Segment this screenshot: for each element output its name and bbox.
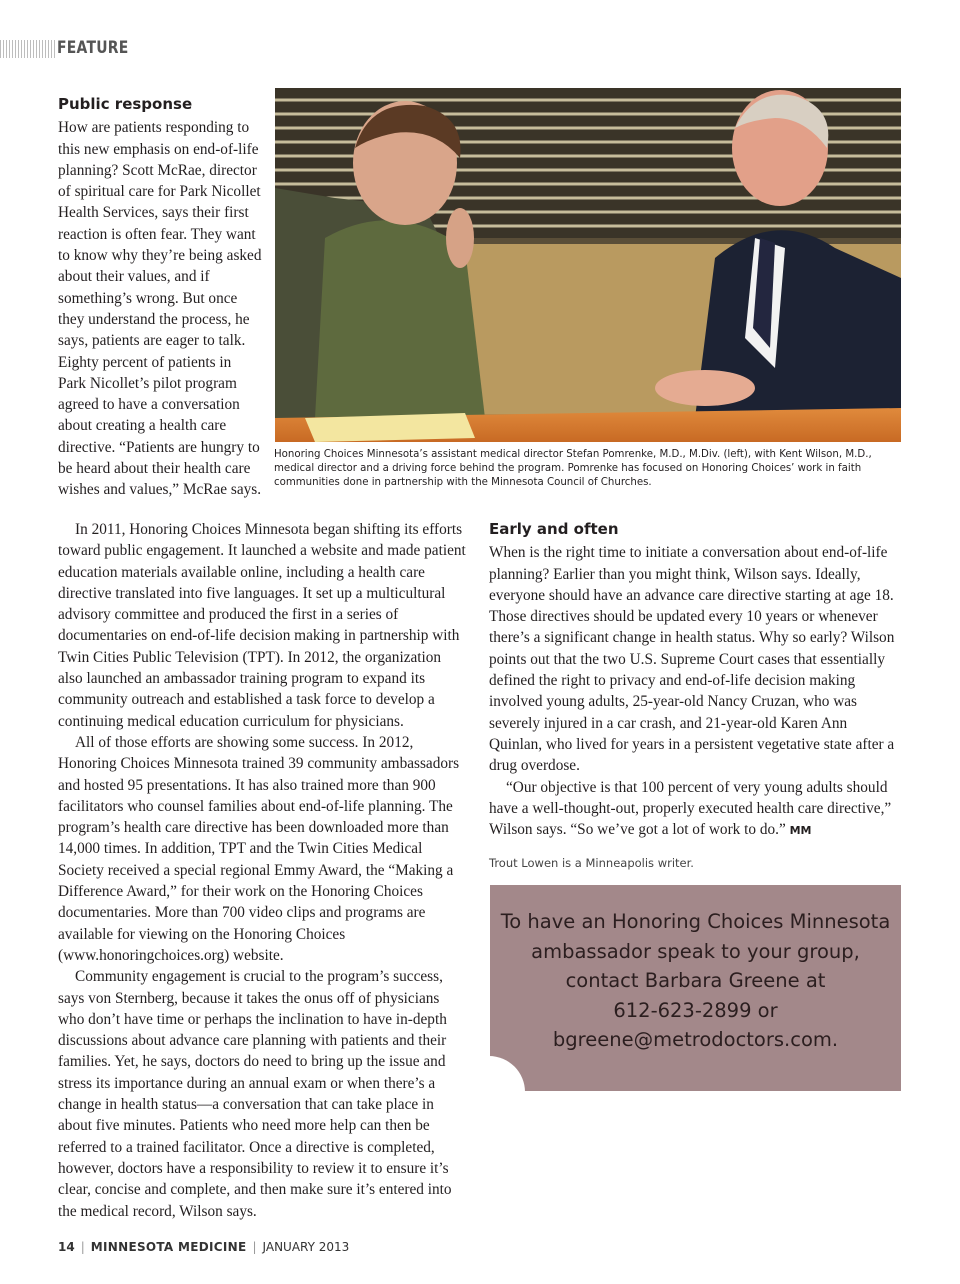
author-byline: Trout Lowen is a Minneapolis writer. bbox=[489, 856, 694, 871]
body-paragraph: When is the right time to initiate a conversation about end-of-life planning? Earlier than you might think, Wilson says. Ideally, everyone should have an advance care directive starting at age 18. Those directives should be updated every 10 years or whenever there’s a significant change in health status. Why so early? Wilson points out that the two U.S. Supreme Court cases that essentially defined the right to privacy and end-of-life decision making involved young adults, 25-year-old Nancy Cruzan, who was severely injured in a car crash, and 21-year-old Karen Ann Quinlan, who lived for years in a persistent vegetative state after a drug overdose. bbox=[489, 544, 895, 775]
issue-date: JANUARY 2013 bbox=[262, 1240, 350, 1254]
body-paragraph: Community engagement is crucial to the program’s success, says von Sternberg, because it takes the onus off of physicians who don’t have time or perhaps the inclination to have in-depth discussions about advance care planning with patients and their families. Yet, he says, doctors do need to bring up the issue and stress its importance during an annual exam or when there’s a change in health status—a conversation that can take place in about five minutes. Patients who need more help can then be referred to a trained facilitator. Once a directive is completed, however, doctors have a responsibility to review it to ensure it’s clear, concise and complete, and then make sure it’s entered into the medical record, Wilson says. bbox=[58, 968, 452, 1220]
public-response-column bbox=[58, 519, 468, 1222]
body-paragraph: In 2011, Honoring Choices Minnesota began shifting its efforts toward public engagement. It launched a website and made patient education materials available online, including a health care directive translated into five languages. It set up a multicultural advisory committee and produced the first in a series of documentaries on end-of-life decision making in partnership with Twin Cities Public Television (TPT). In 2012, the organization also launched an ambassador training program to expand its community outreach and established a task force to develop a continuing medical education curriculum for physicians. bbox=[58, 521, 466, 730]
page-footer bbox=[58, 1240, 349, 1254]
callout-line: contact Barbara Greene at bbox=[565, 969, 826, 992]
callout-line: ambassador speak to your group, bbox=[531, 939, 860, 963]
closing-quote: “Our objective is that 100 percent of very young adults should have a well-thought-out, properly executed health care directive,” Wilson says. “So we’ve got a lot of work to do.” bbox=[489, 778, 892, 839]
feature-decorative-bar bbox=[0, 40, 55, 58]
callout-email[interactable]: bgreene@metrodoctors.com. bbox=[552, 1028, 839, 1051]
public-response-intro: How are patients responding to this new emphasis on end-of-life planning? Scott McRae, director of spiritual care for Park Nicollet Health Services, says their first reaction is often fear. They want to know why they’re being asked about their values, and if something’s wrong. But once they understand the process, he says, patients are eager to talk. Eighty percent of patients in Park Nicollet’s pilot program agreed to have a conversation about creating a health care directive. “Patients are hungry to be heard about their health care wishes and values,” McRae says. bbox=[58, 119, 262, 499]
section-label: FEATURE bbox=[57, 38, 129, 58]
callout-text bbox=[490, 907, 901, 1055]
photo-caption: Honoring Choices Minnesota’s assistant medical director Stefan Pomrenke, M.D., M.Div. (left), with Kent Wilson, M.D., medical director and a driving force behind the program. Pomrenke has focused on Honoring Choices’ work in faith communities done in partnership with the Minnesota Council of Churches. bbox=[274, 449, 872, 489]
footer-divider: | bbox=[80, 1240, 85, 1254]
body-paragraph: All of those efforts are showing some success. In 2012, Honoring Choices Minnesota trained 39 community ambassadors and hosted 95 presentations. It has also trained more than 900 facilitators who counsel families about end-of-life planning. The program’s health care directive has been downloaded more than 14,000 times. In addition, TPT and the Twin Cities Medical Society received a special regional Emmy Award, the “Making a Difference Award,” for their work on the Honoring Choices documentaries. More than 700 video clips and programs are available for viewing on the Honoring Choices (www.honoringchoices.org) website. bbox=[58, 733, 460, 964]
article-photo bbox=[275, 88, 901, 442]
callout-phone: 612-623-2899 or bbox=[613, 998, 778, 1022]
end-mark: MM bbox=[789, 824, 812, 838]
page-number: 14 bbox=[58, 1240, 75, 1254]
contact-callout-box bbox=[490, 885, 901, 1091]
body-paragraph bbox=[489, 777, 901, 842]
public-response-intro-column bbox=[58, 94, 263, 501]
early-often-heading: Early and often bbox=[489, 520, 619, 538]
magazine-name: MINNESOTA MEDICINE bbox=[90, 1240, 247, 1254]
footer-divider: | bbox=[252, 1240, 257, 1254]
callout-corner-notch bbox=[489, 1056, 525, 1092]
callout-line: To have an Honoring Choices Minnesota bbox=[500, 910, 891, 933]
public-response-heading: Public response bbox=[58, 95, 193, 113]
early-often-column bbox=[489, 519, 901, 875]
